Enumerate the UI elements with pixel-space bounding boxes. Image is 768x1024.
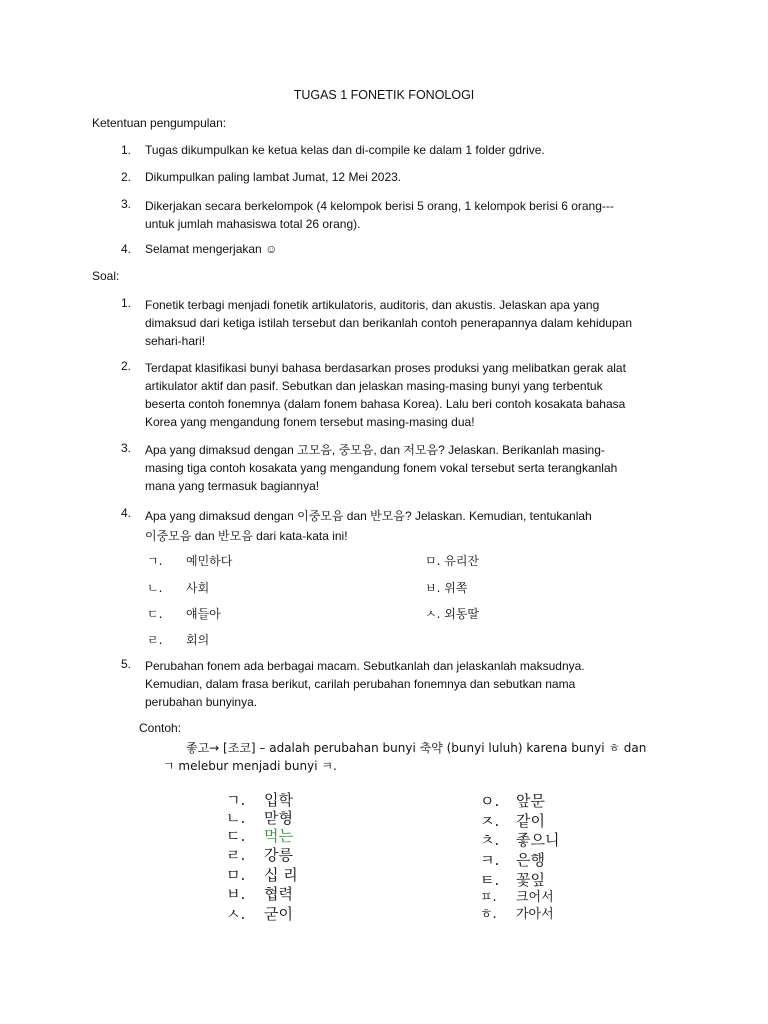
q5-num: 5. [121,657,132,671]
q5-right-label: ㅎ. [480,907,497,922]
q5-right-label: ㅊ. [480,831,500,849]
contoh-label: Contoh: [139,721,182,735]
q5-right-label: ㅋ. [480,851,500,869]
page-title: TUGAS 1 FONETIK FONOLOGI [293,88,475,102]
ketentuan-item-3-line-2: untuk jumlah mahasiswa total 26 orang). [145,217,361,231]
q2-num: 2. [121,359,132,373]
q3-text [145,441,617,495]
q5-right-label: ㅍ. [480,890,497,905]
q4-left-label: ㄷ. [147,607,163,621]
q5-left-label: ㅁ. [226,866,246,884]
q5-right-word: 앞문 [516,792,545,810]
q5-left-word: 입학 [264,791,293,809]
q5-left-word: 협력 [264,885,293,903]
q4-num: 4. [121,506,132,520]
q5-right-word: 은행 [516,851,545,869]
q4-line-1: Apa yang dimaksud dengan 이중모음 dan 반모음? Jelaskan. Kemudian, tentukanlah [145,509,592,523]
q4-left-word: 예민하다 [186,554,233,568]
q4-left-label: ㄹ. [147,633,163,647]
q5-left-label: ㅅ. [226,905,246,923]
q3-line-3: mana yang termasuk bagiannya! [145,479,320,493]
ketentuan-item-3-line-1: Dikerjakan secara berkelompok (4 kelompok berisi 5 orang, 1 kelompok berisi 6 orang--- [145,199,614,213]
q2-line-3: beserta contoh fonemnya (dalam fonem bahasa Korea). Lalu beri contoh kosakata bahasa [145,397,626,411]
contoh-line-1: 좋고→ [조코] – adalah perubahan bunyi 축약 (bunyi luluh) karena bunyi ㅎ dan [186,741,647,755]
q4-right-item: ㅂ. 위쪽 [425,581,468,595]
q5-right-word: 크어서 [516,890,554,905]
soal-heading: Soal: [92,269,120,283]
q4-left-label: ㄴ. [147,581,163,595]
q1-line-3: sehari-hari! [145,334,206,348]
q1-text [145,296,632,350]
q4-left-label: ㄱ. [147,554,163,568]
q5-left-word-highlighted: 먹는 [264,827,293,845]
q2-line-2: artikulator aktif dan pasif. Sebutkan dan jelaskan masing-masing bunyi yang terbentuk [145,379,603,393]
q5-text [145,657,585,711]
ketentuan-num-2: 2. [121,170,132,184]
q2-line-1: Terdapat klasifikasi bunyi bahasa berdasarkan proses produksi yang melibatkan gerak alat [145,361,626,375]
q1-num: 1. [121,296,132,310]
q5-line-1: Perubahan fonem ada berbagai macam. Sebutkanlah dan jelaskanlah maksudnya. [145,659,585,673]
q5-left-word: 십 리 [264,866,298,884]
q5-right-word: 같이 [516,812,545,830]
q3-line-1: Apa yang dimaksud dengan 고모음, 중모음, dan 저모음? Jelaskan. Berikanlah masing- [145,443,605,457]
contoh-line-2: ㄱ melebur menjadi bunyi ㅋ. [163,759,337,773]
q5-right-label: ㅇ. [480,792,500,810]
q1-line-2: dimaksud dari ketiga istilah tersebut dan berikanlah contoh penerapannya dalam kehidupan [145,316,632,330]
q5-left-label: ㄱ. [226,791,246,809]
q5-right-word: 좋으니 [516,831,560,849]
ketentuan-item-1: Tugas dikumpulkan ke ketua kelas dan di-compile ke dalam 1 folder gdrive. [145,143,545,157]
q5-right-word: 가아서 [516,907,554,922]
q4-right-item: ㅅ. 외동딸 [425,607,479,621]
q2-line-4: Korea yang mengandung fonem tersebut masing-masing dua! [145,415,475,429]
q5-left-word: 맏형 [264,809,293,827]
ketentuan-item-2: Dikumpulkan paling lambat Jumat, 12 Mei 2023. [145,170,402,184]
q5-left-word: 강릉 [264,846,293,864]
q3-line-2: masing tiga contoh kosakata yang mengandung fonem vokal tersebut serta terangkanlah [145,461,618,475]
q4-left-word: 얘들아 [186,607,221,621]
q5-right-word: 꽃잎 [516,871,545,889]
ketentuan-num-3: 3. [121,197,132,211]
q4-text [145,506,592,546]
q4-left-word: 회의 [186,633,210,647]
q5-left-label: ㄹ. [226,846,246,864]
q5-right-label: ㅌ. [480,871,500,889]
q1-line-1: Fonetik terbagi menjadi fonetik artikulatoris, auditoris, dan akustis. Jelaskan apa yang [145,298,600,312]
q5-left-label: ㄷ. [226,827,246,845]
q4-left-word: 사회 [186,581,210,595]
ketentuan-num-4: 4. [121,242,132,256]
q5-line-2: Kemudian, dalam frasa berikut, carilah perubahan fonemnya dan sebutkan nama [145,677,576,691]
q5-left-word: 굳이 [264,905,293,923]
q4-right-item: ㅁ. 유리잔 [425,554,479,568]
q5-left-label: ㄴ. [226,809,246,827]
q5-right-label: ㅈ. [480,812,500,830]
q3-num: 3. [121,441,132,455]
q4-line-2: 이중모음 dan 반모음 dari kata-kata ini! [145,529,348,543]
ketentuan-item-3 [145,197,614,233]
ketentuan-item-4: Selamat mengerjakan ☺ [145,242,278,256]
q5-line-3: perubahan bunyinya. [145,695,258,709]
q2-text [145,359,626,431]
q5-left-label: ㅂ. [226,885,246,903]
ketentuan-num-1: 1. [121,143,132,157]
ketentuan-heading: Ketentuan pengumpulan: [92,116,227,130]
